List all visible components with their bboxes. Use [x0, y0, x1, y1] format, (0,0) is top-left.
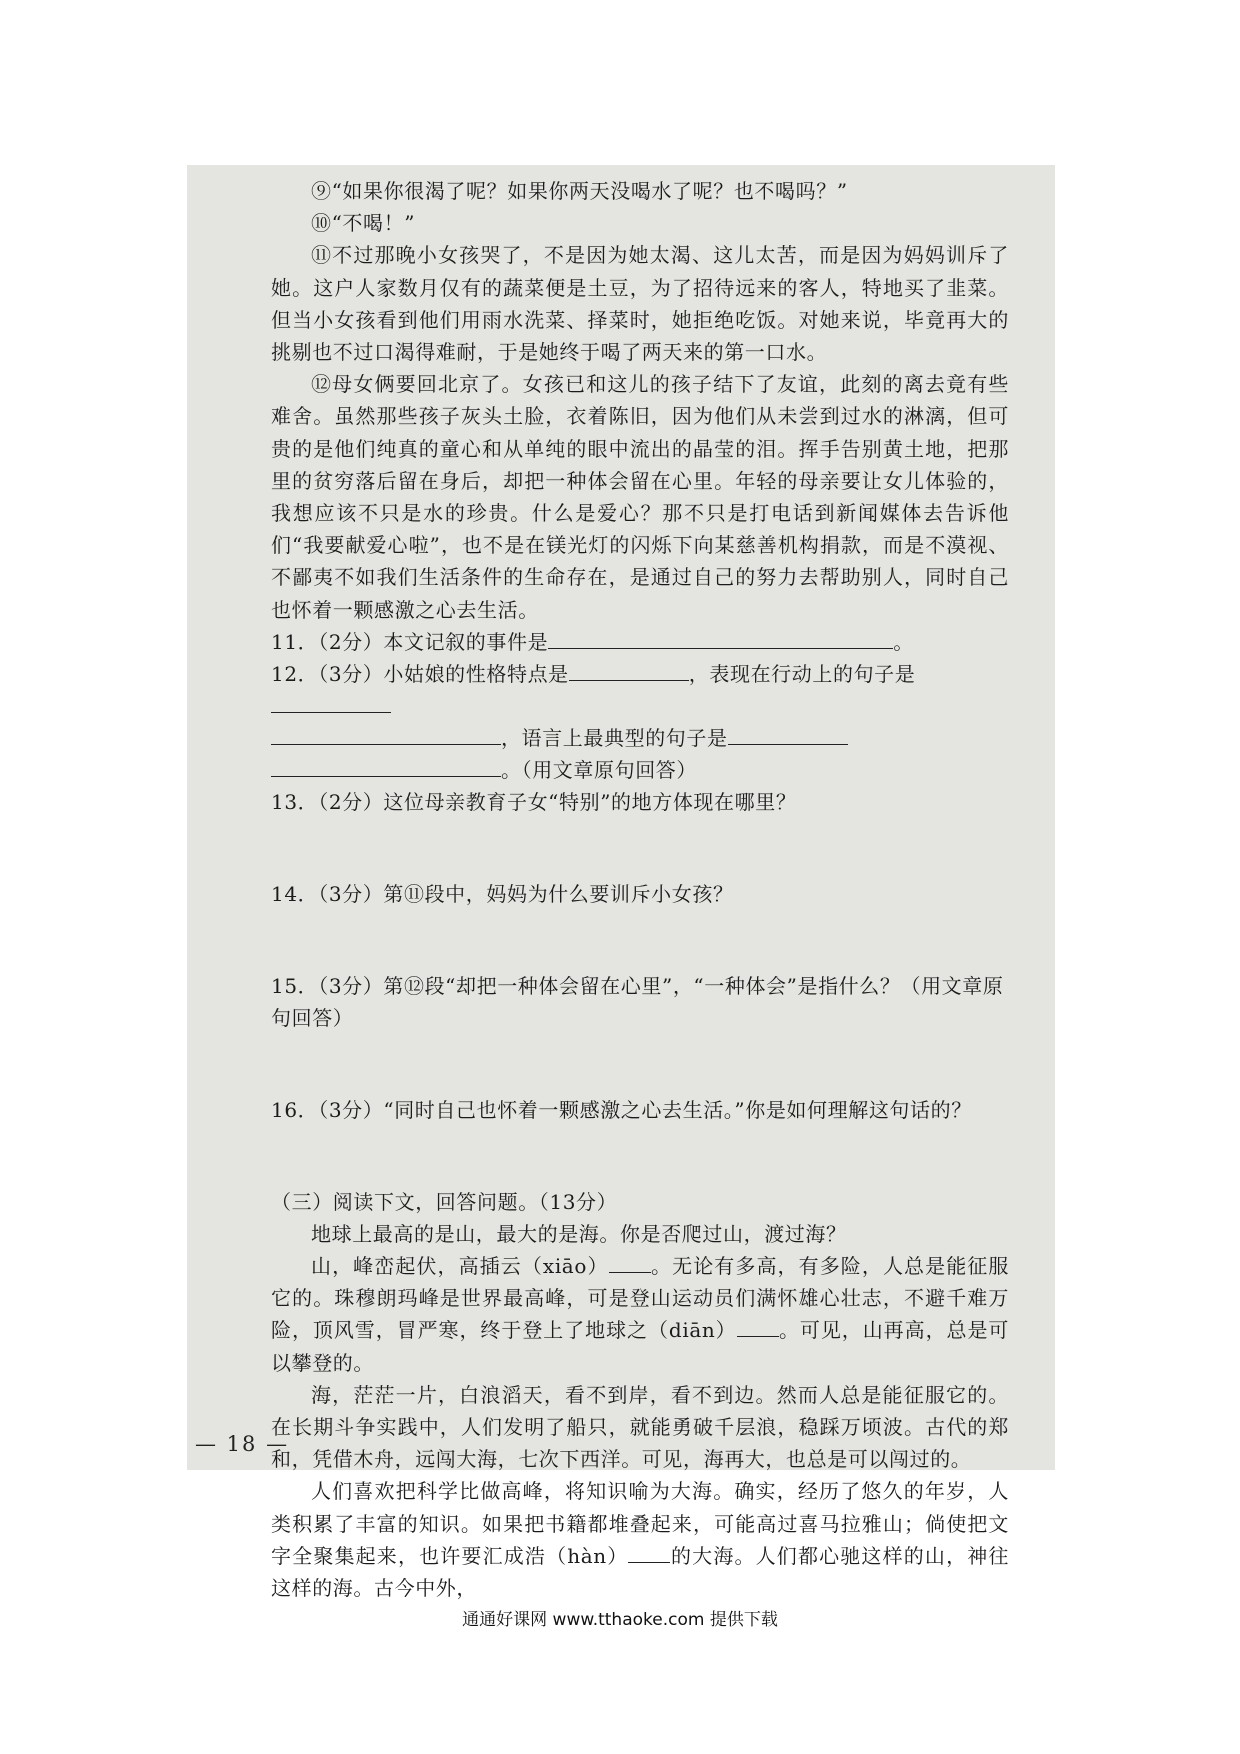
- answer-blank-12-trait[interactable]: [569, 658, 689, 681]
- question-13: 13．（2分）这位母亲教育子女“特别”的地方体现在哪里？: [271, 789, 797, 814]
- section-3-paragraph-4: [271, 1475, 1009, 1604]
- question-12: [271, 658, 1009, 786]
- page-number: — 18 —: [195, 1432, 290, 1456]
- question-14: 14．（3分）第⑪段中，妈妈为什么要训斥小女孩？: [271, 881, 734, 906]
- question-11: [271, 626, 1009, 658]
- question-11-text: 11．（2分）本文记叙的事件是: [271, 629, 549, 654]
- answer-blank-11[interactable]: [548, 626, 893, 649]
- answer-space-13[interactable]: [271, 818, 1009, 878]
- section-3-paragraph-4-a: 人们喜欢把科学比做高峰，将知识喻为大海。确实，经历了悠久的年岁，人类积累了丰富的知识。如果把书籍都堆叠起来，可能高过喜马拉雅山；倘使把文字全聚集起来，也许要汇成浩（hàn）: [271, 1479, 1009, 1568]
- answer-blank-12-action[interactable]: [271, 690, 391, 713]
- question-16: 16．（3分）“同时自己也怀着一颗感激之心去生活。”你是如何理解这句话的？: [271, 1097, 972, 1122]
- question-12-text-d: 。（用文章原句回答）: [501, 757, 697, 782]
- answer-blank-dian[interactable]: [737, 1314, 779, 1337]
- question-12-text-c: ，语言上最典型的句子是: [501, 725, 728, 750]
- passage-paragraph-11: ⑪不过那晚小女孩哭了，不是因为她太渴、这儿太苦，而是因为妈妈训斥了她。这户人家数月仅有的蔬菜便是土豆，为了招待远来的客人，特地买了韭菜。但当小女孩看到他们用雨水洗菜、择菜时，她拒绝吃饭。对她来说，毕竟再大的挑剔也不过口渴得难耐，于是她终于喝了两天来的第一口水。: [271, 243, 1009, 365]
- question-12-text-b: ，表现在行动上的句子是: [688, 661, 916, 686]
- section-3-paragraph-2: [271, 1250, 1009, 1379]
- passage-paragraph-12: ⑫母女俩要回北京了。女孩已和这儿的孩子结下了友谊，此刻的离去竟有些难舍。虽然那些孩子灰头土脸，衣着陈旧，因为他们从未尝到过水的淋漓，但可贵的是他们纯真的童心和从单纯的眼中流出的晶莹的泪。挥手告别黄土地，把那里的贫穷落后留在身后，却把一种体会留在心里。年轻的母亲要让女儿体验的，我想应该不只是水的珍贵。什么是爱心？那不只是打电话到新闻媒体去告诉他们“我要献爱心啦”，也不是在镁光灯的闪烁下向某慈善机构捐款，而是不漠视、不鄙夷不如我们生活条件的生命存在，是通过自己的努力去帮助别人，同时自己也怀着一颗感激之心去生活。: [271, 372, 1009, 622]
- answer-blank-12-speech[interactable]: [728, 722, 848, 745]
- section-3-paragraph-2-b: 。无论有多高，有多险，人总是能征服它的。珠穆朗玛峰是世界最高峰，可是登山运动员们满怀雄心壮志，不避千难万险，顶风雪，冒严寒，终于登上了地球之（diān）: [271, 1254, 1009, 1343]
- answer-space-16[interactable]: [271, 1126, 1009, 1186]
- scanned-exam-page: [187, 165, 1055, 1601]
- answer-space-15[interactable]: [271, 1034, 1009, 1094]
- answer-space-14[interactable]: [271, 910, 1009, 970]
- answer-blank-12-action-cont[interactable]: [271, 722, 501, 745]
- answer-blank-xiao[interactable]: [609, 1250, 651, 1273]
- section-3-heading: （三）阅读下文，回答问题。（13分）: [271, 1189, 618, 1214]
- section-3-paragraph-3: 海，茫茫一片，白浪滔天，看不到岸，看不到边。然而人总是能征服它的。在长期斗争实践中，人们发明了船只，就能勇破千层浪，稳踩万顷波。古代的郑和，凭借木舟，远闯大海，七次下西洋。可见，海再大，也总是可以闯过的。: [271, 1382, 1009, 1472]
- question-15: 15．（3分）第⑫段“却把一种体会留在心里”，“一种体会”是指什么？（用文章原句回答）: [271, 973, 1004, 1030]
- question-12-text-a: 12．（3分）小姑娘的性格特点是: [271, 661, 569, 686]
- section-3-paragraph-1: 地球上最高的是山，最大的是海。你是否爬过山，渡过海？: [311, 1221, 847, 1246]
- answer-blank-12-speech-cont[interactable]: [271, 754, 501, 777]
- download-footer: 通通好课网 www.tthaoke.com 提供下载: [462, 1610, 778, 1630]
- answer-blank-han[interactable]: [628, 1540, 670, 1563]
- question-11-period: 。: [893, 629, 914, 654]
- section-3-paragraph-2-a: 山，峰峦起伏，高插云（xiāo）: [311, 1254, 609, 1279]
- passage-paragraph-10: ⑩“不喝！”: [311, 211, 416, 236]
- section-3-paragraph-4-b: 的大海。人们都心驰这样的山，神往这样的海。古今中外，: [271, 1543, 1009, 1601]
- section-3-paragraph-2-c: 。可见，山再高，总是可以攀登的。: [271, 1318, 1010, 1375]
- passage-paragraph-9: ⑨“如果你很渴了呢？如果你两天没喝水了呢？也不喝吗？”: [311, 179, 848, 203]
